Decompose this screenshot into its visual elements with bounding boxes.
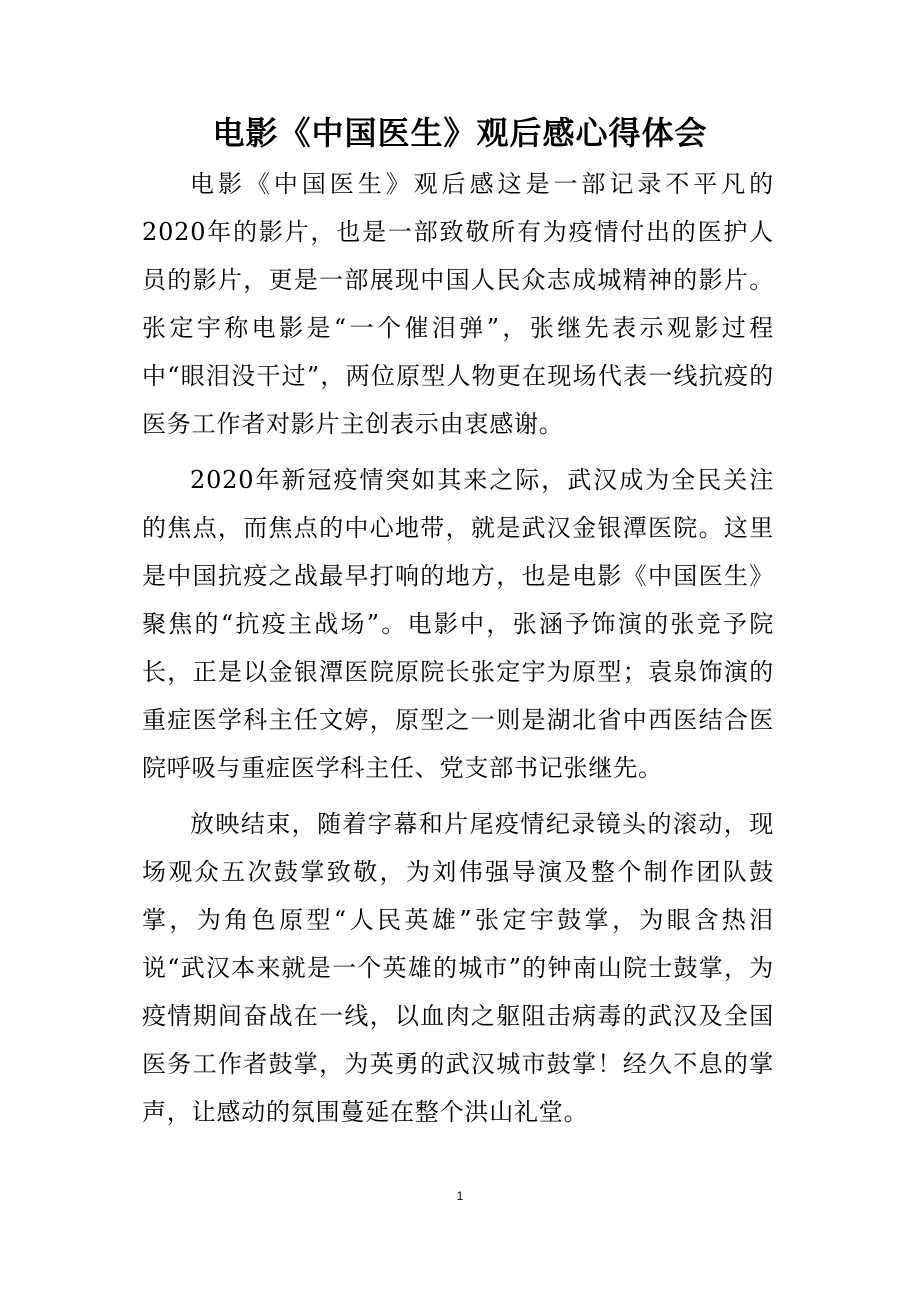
document-body [142, 160, 774, 1144]
paragraph-1: 电影《中国医生》观后感这是一部记录不平凡的2020年的影片，也是一部致敬所有为疫情付出的医护人员的影片，更是一部展现中国人民众志成城精神的影片。张定宇称电影是“一个催泪弹”，张继先表示观影过程中“眼泪没干过”，两位原型人物更在现场代表一线抗疫的医务工作者对影片主创表示由衷感谢。 [142, 170, 774, 438]
page-number: 1 [456, 1189, 464, 1203]
paragraph-3: 放映结束，随着字幕和片尾疫情纪录镜头的滚动，现场观众五次鼓掌致敬，为刘伟强导演及整个制作团队鼓掌，为角色原型“人民英雄”张定宇鼓掌，为眼含热泪说“武汉本来就是一个英雄的城市”的钟南山院士鼓掌，为疫情期间奋战在一线，以血肉之躯阻击病毒的武汉及全国医务工作者鼓掌，为英勇的武汉城市鼓掌！经久不息的掌声，让感动的氛围蔓延在整个洪山礼堂。 [142, 810, 774, 1126]
document-title: 电影《中国医生》观后感心得体会 [212, 114, 708, 152]
paragraph-2: 2020年新冠疫情突如其来之际，武汉成为全民关注的焦点，而焦点的中心地带，就是武汉金银潭医院。这里是中国抗疫之战最早打响的地方，也是电影《中国医生》聚焦的“抗疫主战场”。电影中，张涵予饰演的张竞予院长，正是以金银潭医院原院长张定宇为原型；袁泉饰演的重症医学科主任文婷，原型之一则是湖北省中西医结合医院呼吸与重症医学科主任、党支部书记张继先。 [142, 466, 774, 782]
